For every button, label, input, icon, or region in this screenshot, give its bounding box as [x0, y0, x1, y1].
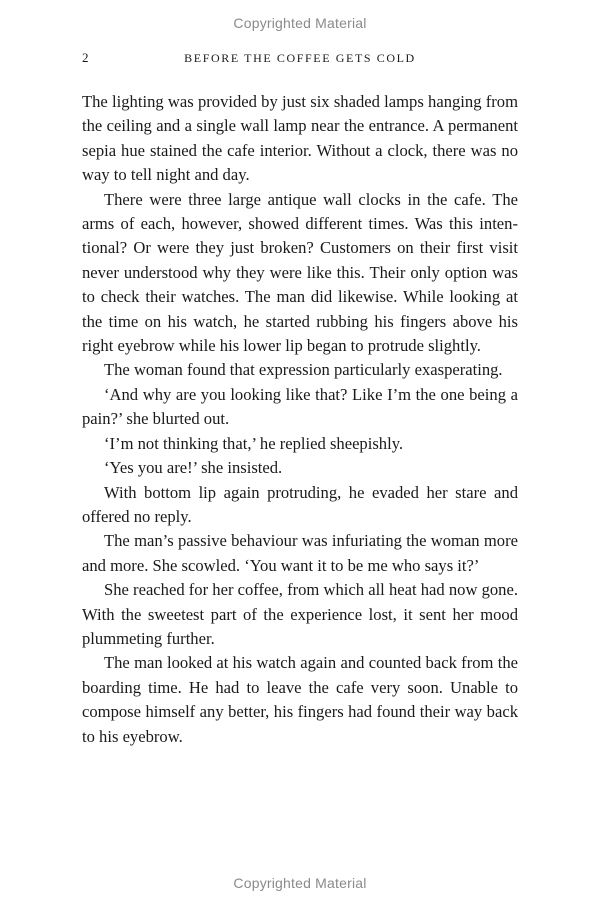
paragraph: The lighting was provided by just six shaded lamps hanging from the ceiling and a single wall lamp near the entrance. A permanent sepia hue stained the cafe interior. Without a clock, there was no way to tell night and day. — [82, 92, 518, 185]
paragraph: ‘I’m not thinking that,’ he replied sheepishly. — [104, 433, 404, 453]
running-title: BEFORE THE COFFEE GETS COLD — [184, 51, 416, 65]
paragraph: ‘Yes you are!’ she insisted. — [104, 458, 283, 478]
page-number: 2 — [82, 50, 89, 65]
running-header — [82, 50, 518, 68]
paragraph: The woman found that expression particularly exasperating. — [104, 360, 503, 380]
paragraph: The man looked at his watch again and counted back from the boarding time. He had to leave the cafe very soon. Unable to compose himself any better, his fingers had found their way back to his eyebrow. — [82, 653, 518, 746]
paragraph: ‘And why are you looking like that? Like I’m the one being a pain?’ she blurted out. — [82, 384, 518, 429]
paragraph: There were three large antique wall clocks in the cafe. The arms of each, however, showed different times. Was this intentional? Or were they just broken? Customers on their first visit never understood why they were like this. Their only option was to check their watches. The man did likewise. While looking at the time on his watch, he started rubbing his fingers above his right eyebrow while his lower lip began to protrude slightly. — [82, 189, 518, 356]
copyright-watermark-bottom: Copyrighted Material — [233, 875, 367, 891]
paragraph: She reached for her coffee, from which all heat had now gone. With the sweetest part of the experience lost, it sent her mood plummeting further. — [82, 580, 518, 648]
paragraph: With bottom lip again protruding, he evaded her stare and offered no reply. — [82, 482, 518, 526]
paragraph: The man’s passive behaviour was infuriating the woman more and more. She scowled. ‘You want it to be me who says it?’ — [82, 531, 518, 575]
body-text — [82, 90, 518, 749]
copyright-watermark-top: Copyrighted Material — [233, 15, 367, 31]
